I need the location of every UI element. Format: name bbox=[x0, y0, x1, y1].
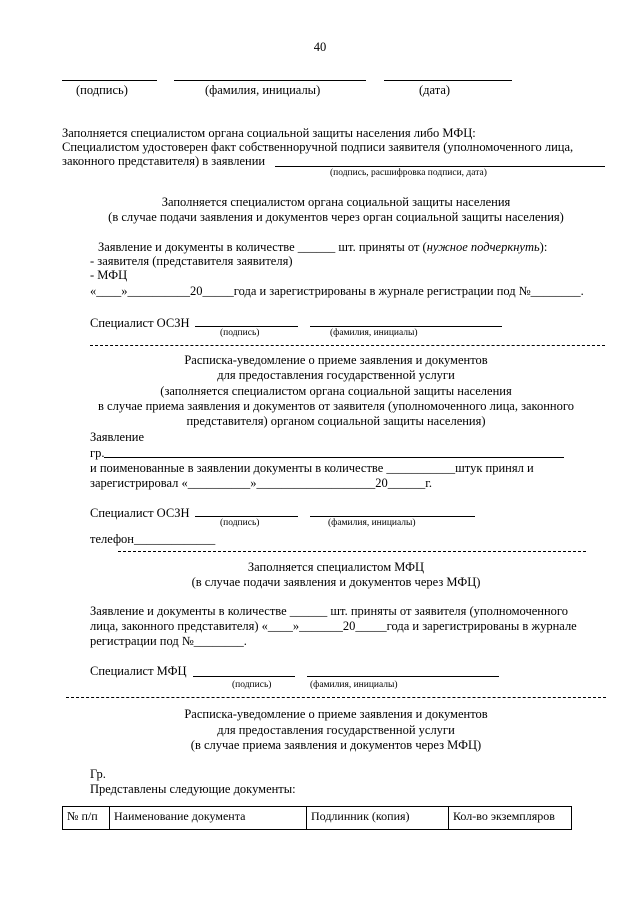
block4-title2: (в случае подачи заявления и документов через МФЦ) bbox=[191, 575, 481, 589]
block1-line1: Заполняется специалистом органа социальной защиты населения либо МФЦ: bbox=[62, 126, 476, 140]
signature-label: (подпись) bbox=[76, 83, 128, 97]
name-line bbox=[174, 80, 366, 81]
block3-citizen-line bbox=[104, 457, 564, 458]
block3-sig-small: (подпись) bbox=[220, 518, 260, 528]
block4-line1: Заявление и документы в количестве ______ шт. приняты от заявителя (уполномоченного bbox=[90, 604, 569, 618]
block5-title2: для предоставления государственной услуги bbox=[217, 723, 455, 737]
block3-sig-line bbox=[195, 516, 298, 517]
table-header-cell: Наименование документа bbox=[110, 807, 307, 830]
block3-title3: (заполняется специалистом органа социальной защиты населения bbox=[160, 384, 512, 398]
signature-line bbox=[62, 80, 157, 81]
block5-presented: Представлены следующие документы: bbox=[90, 782, 296, 796]
block3-citizen: гр. bbox=[90, 446, 105, 460]
block3-name-small: (фамилия, инициалы) bbox=[328, 518, 416, 528]
table-header-cell: № п/п bbox=[63, 807, 110, 830]
block2-option2: - МФЦ bbox=[90, 268, 128, 282]
block2-accepted-suffix: ): bbox=[539, 240, 548, 254]
separator-3 bbox=[66, 697, 606, 698]
block4-line2: лица, законного представителя) «____»_______20_____года и зарегистрированы в журнале bbox=[90, 619, 577, 633]
block5-title1: Расписка-уведомление о приеме заявления и документов bbox=[184, 707, 488, 721]
name-label: (фамилия, инициалы) bbox=[205, 83, 321, 97]
block3-title2: для предоставления государственной услуги bbox=[217, 368, 455, 382]
block2-accepted-prefix: Заявление и документы в количестве ______ шт. приняты от ( bbox=[98, 240, 427, 254]
block4-sig-small: (подпись) bbox=[232, 680, 272, 690]
block2-title2: (в случае подачи заявления и документов через орган социальной защиты населения) bbox=[108, 210, 564, 224]
block4-name-line bbox=[307, 676, 499, 677]
block2-name-line bbox=[310, 326, 502, 327]
block3-phone: телефон_____________ bbox=[90, 532, 216, 546]
table-header-cell: Подлинник (копия) bbox=[307, 807, 449, 830]
block3-statement: Заявление bbox=[90, 430, 145, 444]
table-header-cell: Кол-во экземпляров bbox=[449, 807, 572, 830]
block3-registered: зарегистрировал «__________»___________________20______г. bbox=[90, 476, 433, 490]
block3-title1: Расписка-уведомление о приеме заявления и документов bbox=[184, 353, 488, 367]
block3-name-line bbox=[310, 516, 475, 517]
block4-specialist: Специалист МФЦ bbox=[90, 664, 187, 678]
block2-sig-line bbox=[195, 326, 298, 327]
block3-docs-line: и поименованные в заявлении документы в количестве ___________штук принял и bbox=[90, 461, 534, 475]
date-label: (дата) bbox=[419, 83, 451, 97]
block2-registered: «____»__________20_____года и зарегистрированы в журнале регистрации под №________. bbox=[90, 284, 584, 298]
block5-title3: (в случае приема заявления и документов через МФЦ) bbox=[190, 738, 482, 752]
page-number: 40 bbox=[313, 40, 327, 54]
block1-signature-line bbox=[275, 166, 605, 167]
block2-accepted-italic: нужное подчеркнуть bbox=[426, 240, 540, 254]
separator-1 bbox=[90, 345, 605, 346]
block1-hint: (подпись, расшифровка подписи, дата) bbox=[330, 168, 487, 178]
separator-2 bbox=[118, 551, 586, 552]
documents-table bbox=[62, 806, 572, 830]
block2-specialist: Специалист ОСЗН bbox=[90, 316, 190, 330]
block2-option1: - заявителя (представителя заявителя) bbox=[90, 254, 293, 268]
table-header-row bbox=[63, 807, 572, 830]
block2-name-small: (фамилия, инициалы) bbox=[330, 328, 418, 338]
block4-name-small: (фамилия, инициалы) bbox=[310, 680, 398, 690]
block1-line3: законного представителя) в заявлении bbox=[62, 154, 266, 168]
block4-title1: Заполняется специалистом МФЦ bbox=[247, 560, 425, 574]
block4-line3: регистрации под №________. bbox=[90, 634, 247, 648]
block5-citizen: Гр. bbox=[90, 767, 106, 781]
block2-title1: Заполняется специалистом органа социальной защиты населения bbox=[161, 195, 511, 209]
block4-sig-line bbox=[193, 676, 295, 677]
block3-title5: представителя) органом социальной защиты населения) bbox=[186, 414, 486, 428]
block2-sig-small: (подпись) bbox=[220, 328, 260, 338]
block3-title4: в случае приема заявления и документов от заявителя (уполномоченного лица, законного bbox=[98, 399, 574, 413]
block3-specialist: Специалист ОСЗН bbox=[90, 506, 190, 520]
date-line bbox=[384, 80, 512, 81]
block2-accepted bbox=[98, 240, 547, 255]
block1-line2: Специалистом удостоверен факт собственноручной подписи заявителя (уполномоченного лица, bbox=[62, 140, 574, 154]
